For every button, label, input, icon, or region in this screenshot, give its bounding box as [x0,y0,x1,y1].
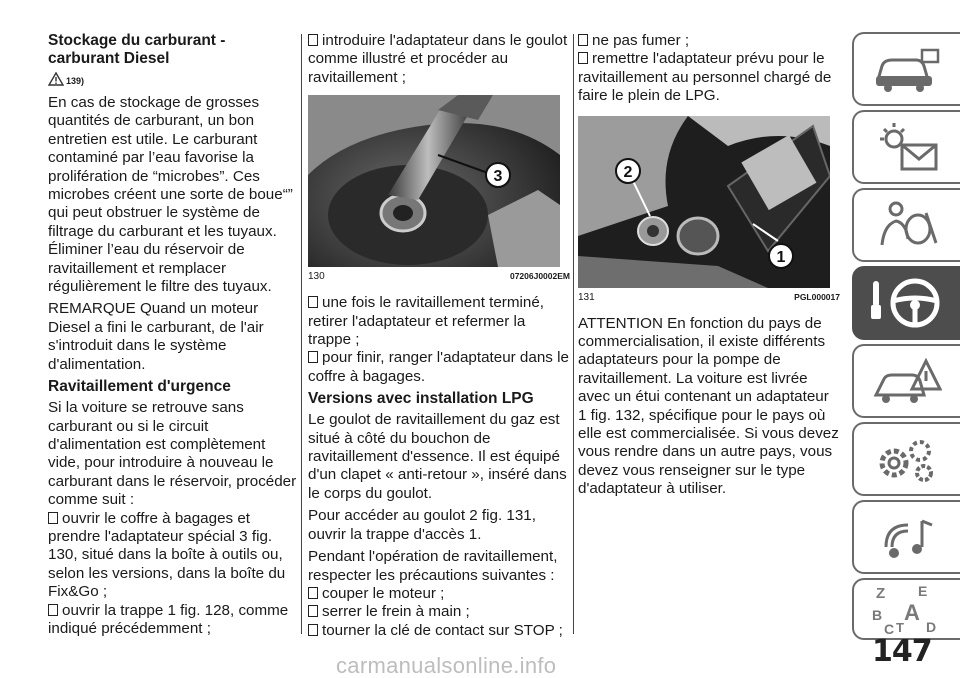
list-item: pour finir, ranger l'adaptateur dans le coffre à bagages. [308,349,569,385]
multimedia-icon [872,511,942,563]
figure-number: 131 [578,291,595,303]
svg-text:E: E [918,583,928,599]
svg-text:A: A [904,600,920,625]
warning-reference [48,72,298,86]
figure-131-caption [578,290,840,303]
maintenance-gears-icon [872,433,942,485]
paragraph-urgence: Si la voiture se retrouve sans carburant ou si le circuit d'alimentation est complètement vide, pour introduire à nouveau le carburant dans le réservoir, procéder comme suit : [48,399,297,509]
emergency-triangle-icon [872,355,942,407]
svg-text:T: T [896,620,904,635]
checkbox-bullet-icon [578,52,588,64]
tab-emergency[interactable] [852,344,960,418]
tab-multimedia[interactable] [852,500,960,574]
checkbox-bullet-icon [308,605,318,617]
tab-car-dashboard[interactable] [852,32,960,106]
list-item: introduire l'adaptateur dans le goulot comme illustré et procéder au ravitaillement ; [308,32,568,86]
warning-lights-icon [872,121,942,173]
figure-callout-1: 1 [776,248,786,266]
paragraph-acces-goulot: Pour accéder au goulot 2 fig. 131, ouvrir la trappe d'accès 1. [308,507,536,543]
checkbox-bullet-icon [578,34,588,46]
checkbox-bullet-icon [308,34,318,46]
svg-text:D: D [926,619,937,635]
tab-index[interactable] [852,578,960,640]
checkbox-bullet-icon [308,351,318,363]
column-divider [301,34,302,634]
figure-callout-3: 3 [493,168,503,186]
figure-number: 130 [308,271,325,283]
column-left [48,32,298,638]
svg-text:B: B [872,607,883,623]
column-right [578,32,840,503]
column-middle [308,32,570,640]
checkbox-bullet-icon [308,296,318,308]
figure-code: PGL000017 [794,291,840,302]
svg-text:C: C [884,621,895,636]
watermark: carmanualsonline.info [336,653,557,678]
page-number: 147 [872,634,932,669]
tab-warning-lights[interactable] [852,110,960,184]
paragraph-lpg: Le goulot de ravitaillement du gaz est situé à côté du bouchon de ravitaillement d'essence. Il est équipé d'un clapet « anti-retour », inséré dans le corps du goulot. [308,411,567,502]
list-item: ouvrir le coffre à bagages et prendre l'adaptateur spécial 3 fig. 130, situé dans la boîte à outils ou, selon les versions, dans la boîte du Fix&Go ; [48,509,286,601]
paragraph-attention-adaptateurs: ATTENTION En fonction du pays de commercialisation, il existe différents adaptateurs pour la pompe de ravitaillement. La voiture est livrée avec un étui contenant un adaptateur 1 fig. 132, spécifique pour le pays où elle est commercialisée. Si vous devez vous rendre dans un autre pays, vous devez vous renseigner sur le type d'adaptateur à utiliser. [578,314,839,498]
tab-maintenance[interactable] [852,422,960,496]
tab-safety[interactable] [852,188,960,262]
warning-triangle-icon [48,72,64,86]
figure-130-caption [308,269,570,282]
svg-text:Z: Z [876,585,886,602]
paragraph-precautions: Pendant l'opération de ravitaillement, respecter les précautions suivantes : [308,548,558,584]
checkbox-bullet-icon [308,624,318,636]
heading-stockage: Stockage du carburant - carburant Diesel [48,32,226,67]
steering-wheel-key-icon [867,275,947,331]
figure-callout-2: 2 [623,163,633,181]
heading-lpg: Versions avec installation LPG [308,390,534,408]
car-dashboard-icon [872,46,942,92]
list-item: serrer le frein à main ; [308,603,570,621]
figure-131-image [578,116,830,288]
list-item: couper le moteur ; [308,585,570,603]
list-item: ne pas fumer ; [578,32,840,50]
heading-ravitaillement-urgence: Ravitaillement d'urgence [48,378,231,396]
tab-starting-driving[interactable] [852,266,960,340]
list-item: remettre l'adaptateur prévu pour le ravitaillement au personnel chargé de faire le plein de LPG. [578,50,832,105]
paragraph-remarque: REMARQUE Quand un moteur Diesel a fini le carburant, de l'air s'introduit dans le système d'alimentation. [48,300,264,373]
checkbox-bullet-icon [308,587,318,599]
figure-130-image [308,95,560,267]
index-letters-icon [870,582,944,636]
checkbox-bullet-icon [48,512,58,524]
paragraph-stockage: En cas de stockage de grosses quantités de carburant, un bon entretien est utile. Le carburant contaminé par l’eau favorise la prolifération de “microbes”. Ces microbes créent une sorte de boue“” qui peut obstruer le système de filtrage du carburant et les tuyaux. Éliminer l’eau du réservoir de ravitaillement et remplacer régulièrement le filtre des tuyaux. [48,94,293,296]
figure-code: 07206J0002EM [509,271,570,282]
list-item: tourner la clé de contact sur STOP ; [308,622,570,640]
list-item: ouvrir la trappe 1 fig. 128, comme indiqué précédemment ; [48,601,289,637]
safety-airbag-icon [872,199,942,251]
column-divider [573,34,574,634]
warning-ref-number: 139) [66,76,85,86]
checkbox-bullet-icon [48,604,58,616]
list-item: une fois le ravitaillement terminé, retirer l'adaptateur et refermer la trappe ; [308,294,545,349]
